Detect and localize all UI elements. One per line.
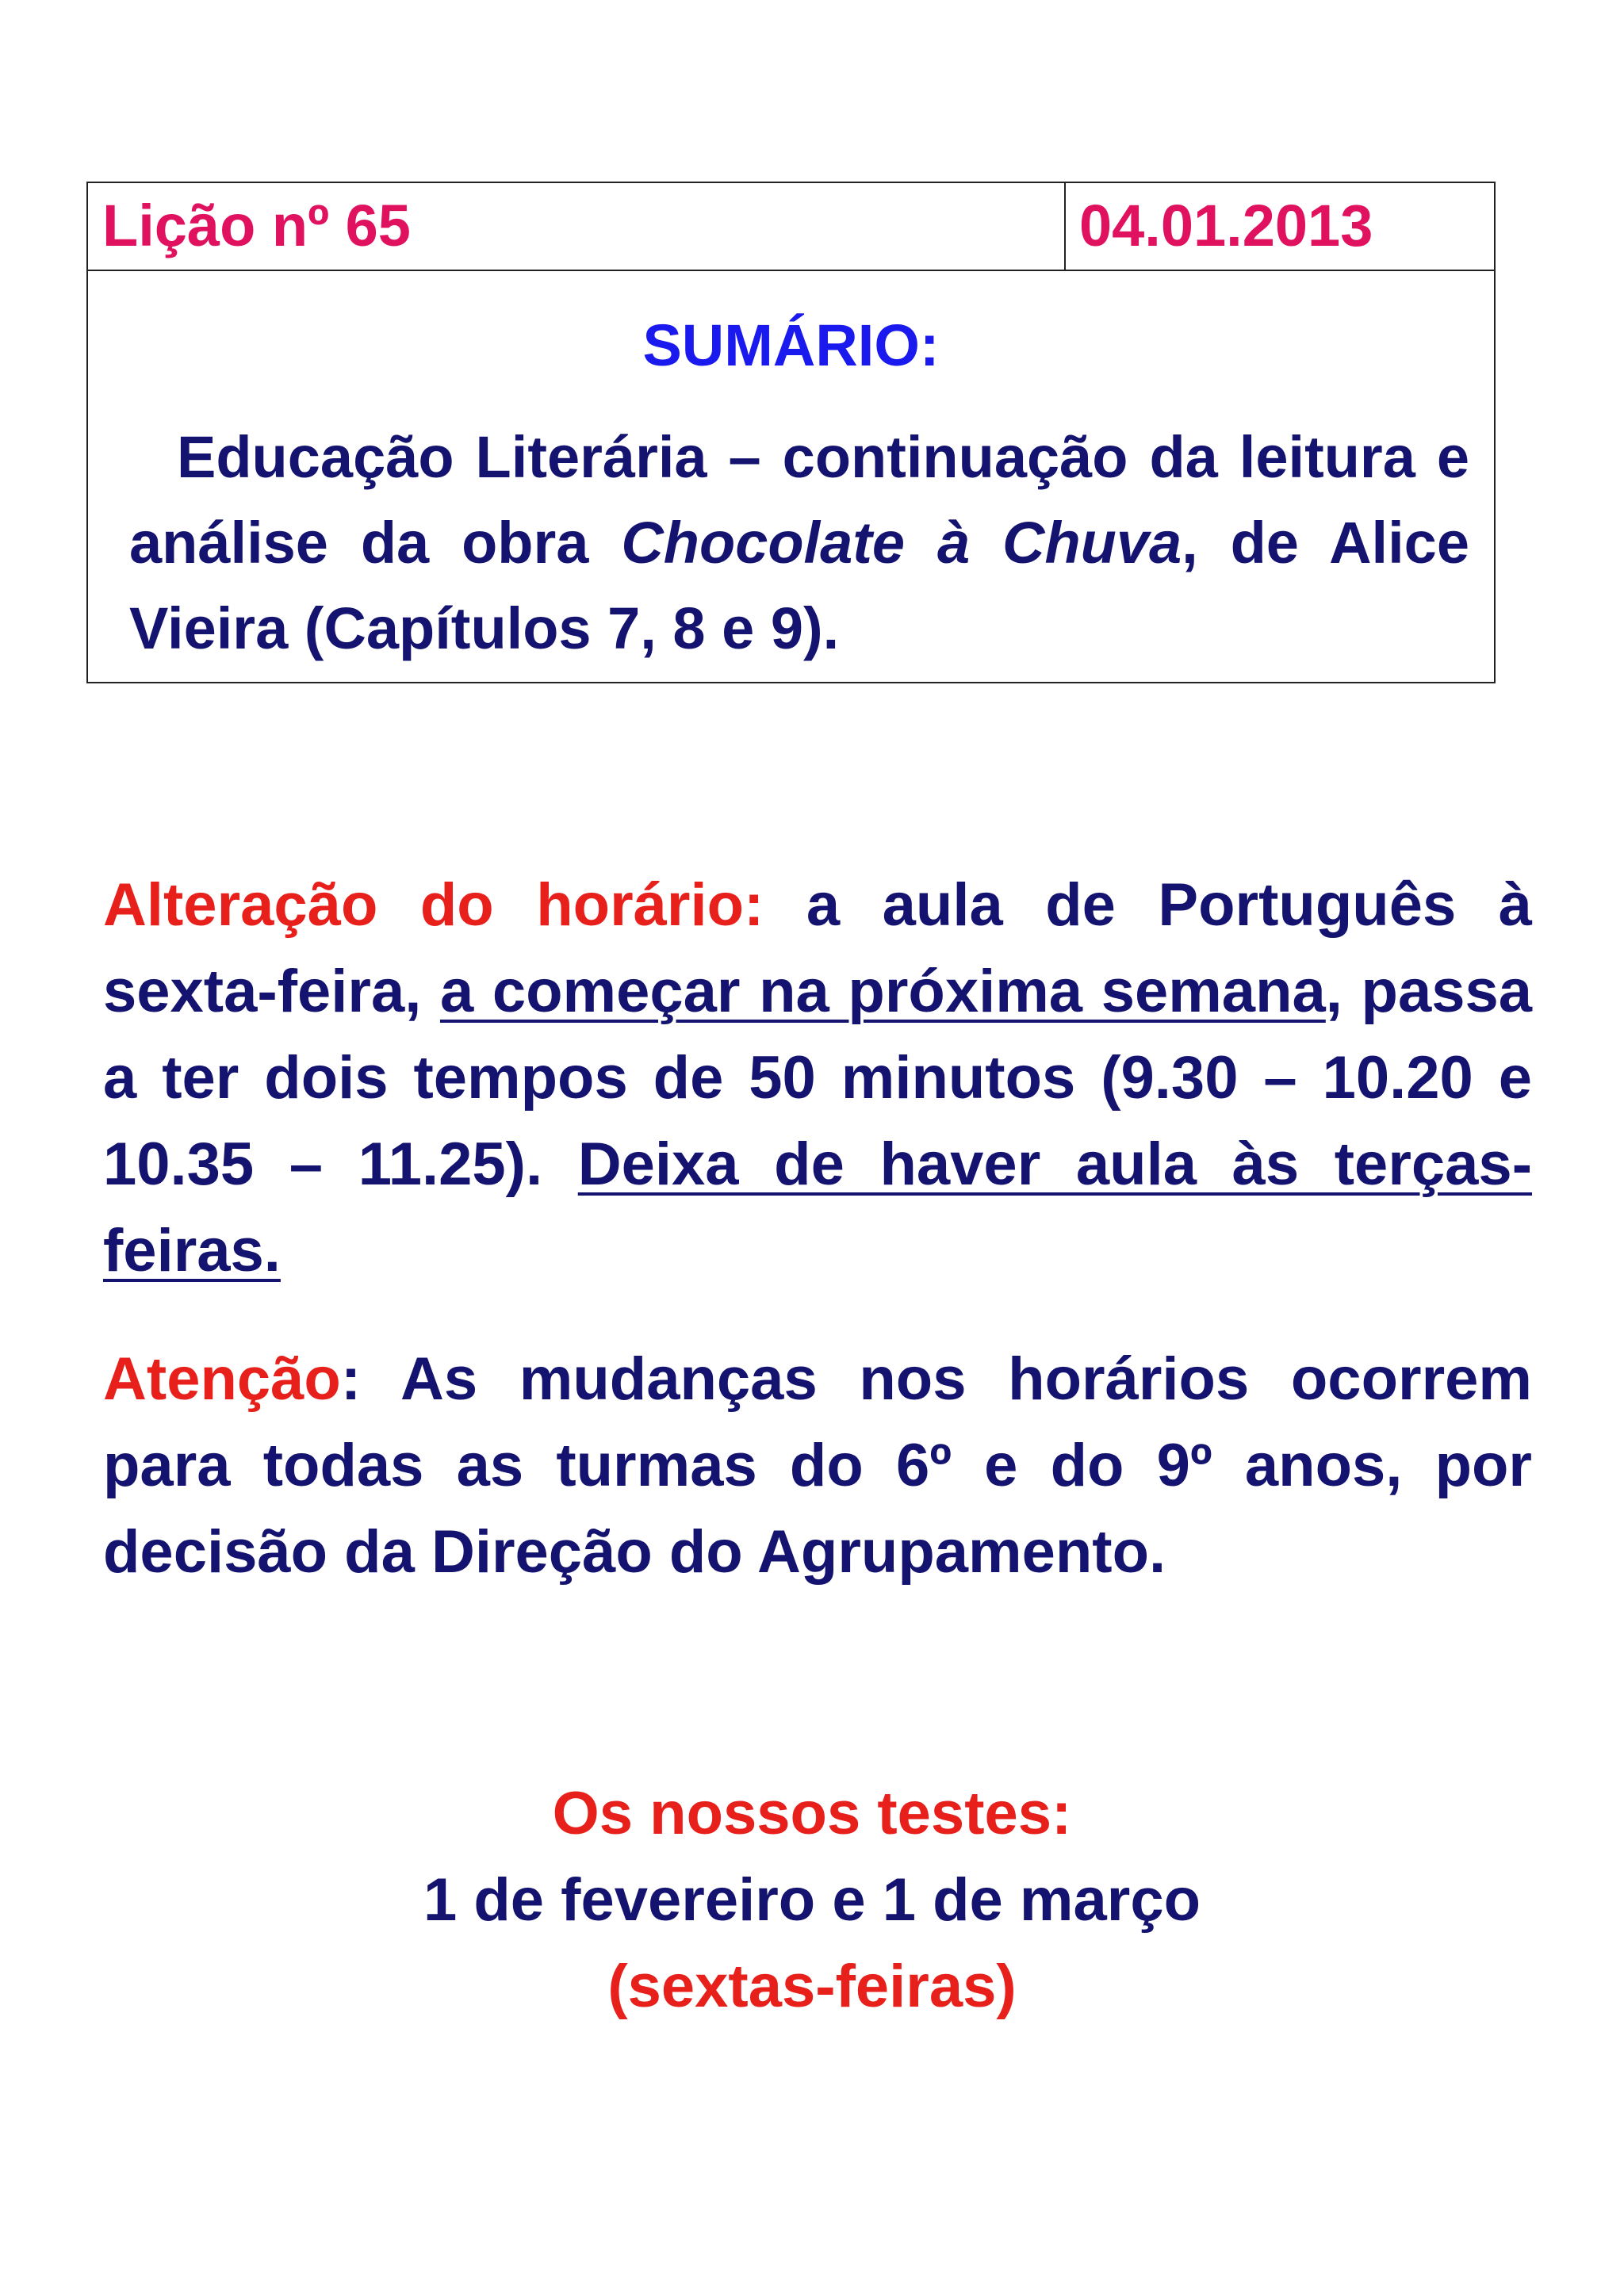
- attention-text: : As mudanças nos horários ocorrem para todas as turmas do 6º e do 9º anos, por decisão da Direção do Agrupamento.: [103, 1345, 1532, 1586]
- attention-label: Atenção: [103, 1345, 341, 1413]
- tests-note: (sextas-feiras): [607, 1953, 1017, 2020]
- tests-dates: 1 de fevereiro e 1 de março: [423, 1866, 1201, 1934]
- summary-text-after: , de Alice Vieira (Capítulos 7, 8 e 9).: [129, 510, 1469, 661]
- attention-paragraph: [103, 1336, 1532, 1595]
- summary-text: [129, 415, 1469, 672]
- summary-text-before: Educação Literária – continuação da leitura e análise da obra: [129, 424, 1469, 576]
- tests-title: Os nossos testes:: [552, 1780, 1072, 1847]
- schedule-change-paragraph: [103, 862, 1532, 1294]
- lesson-number: Lição nº 65: [102, 193, 411, 258]
- schedule-change-label: Alteração do horário:: [103, 871, 764, 939]
- start-next-week-note: a começar na próxima semana: [439, 958, 1326, 1025]
- tests-block: [0, 1770, 1624, 2030]
- lesson-header-table: [86, 182, 1496, 683]
- schedule-change-text-2: , passa a ter dois tempos de 50 minutos (9.30 – 10.20 e 10.35 – 11.25).: [103, 958, 1533, 1198]
- summary-title: SUMÁRIO:: [642, 312, 940, 378]
- lesson-header-row: [88, 183, 1494, 271]
- lesson-date: 04.01.2013: [1079, 193, 1373, 258]
- book-title: Chocolate à Chuva: [621, 510, 1182, 576]
- schedule-change-text-1: a aula de Português à sexta-feira,: [103, 871, 1532, 1025]
- tuesday-class-removed-note: Deixa de haver aula às terças-feiras.: [103, 1131, 1532, 1284]
- lesson-number-cell: [88, 183, 1066, 270]
